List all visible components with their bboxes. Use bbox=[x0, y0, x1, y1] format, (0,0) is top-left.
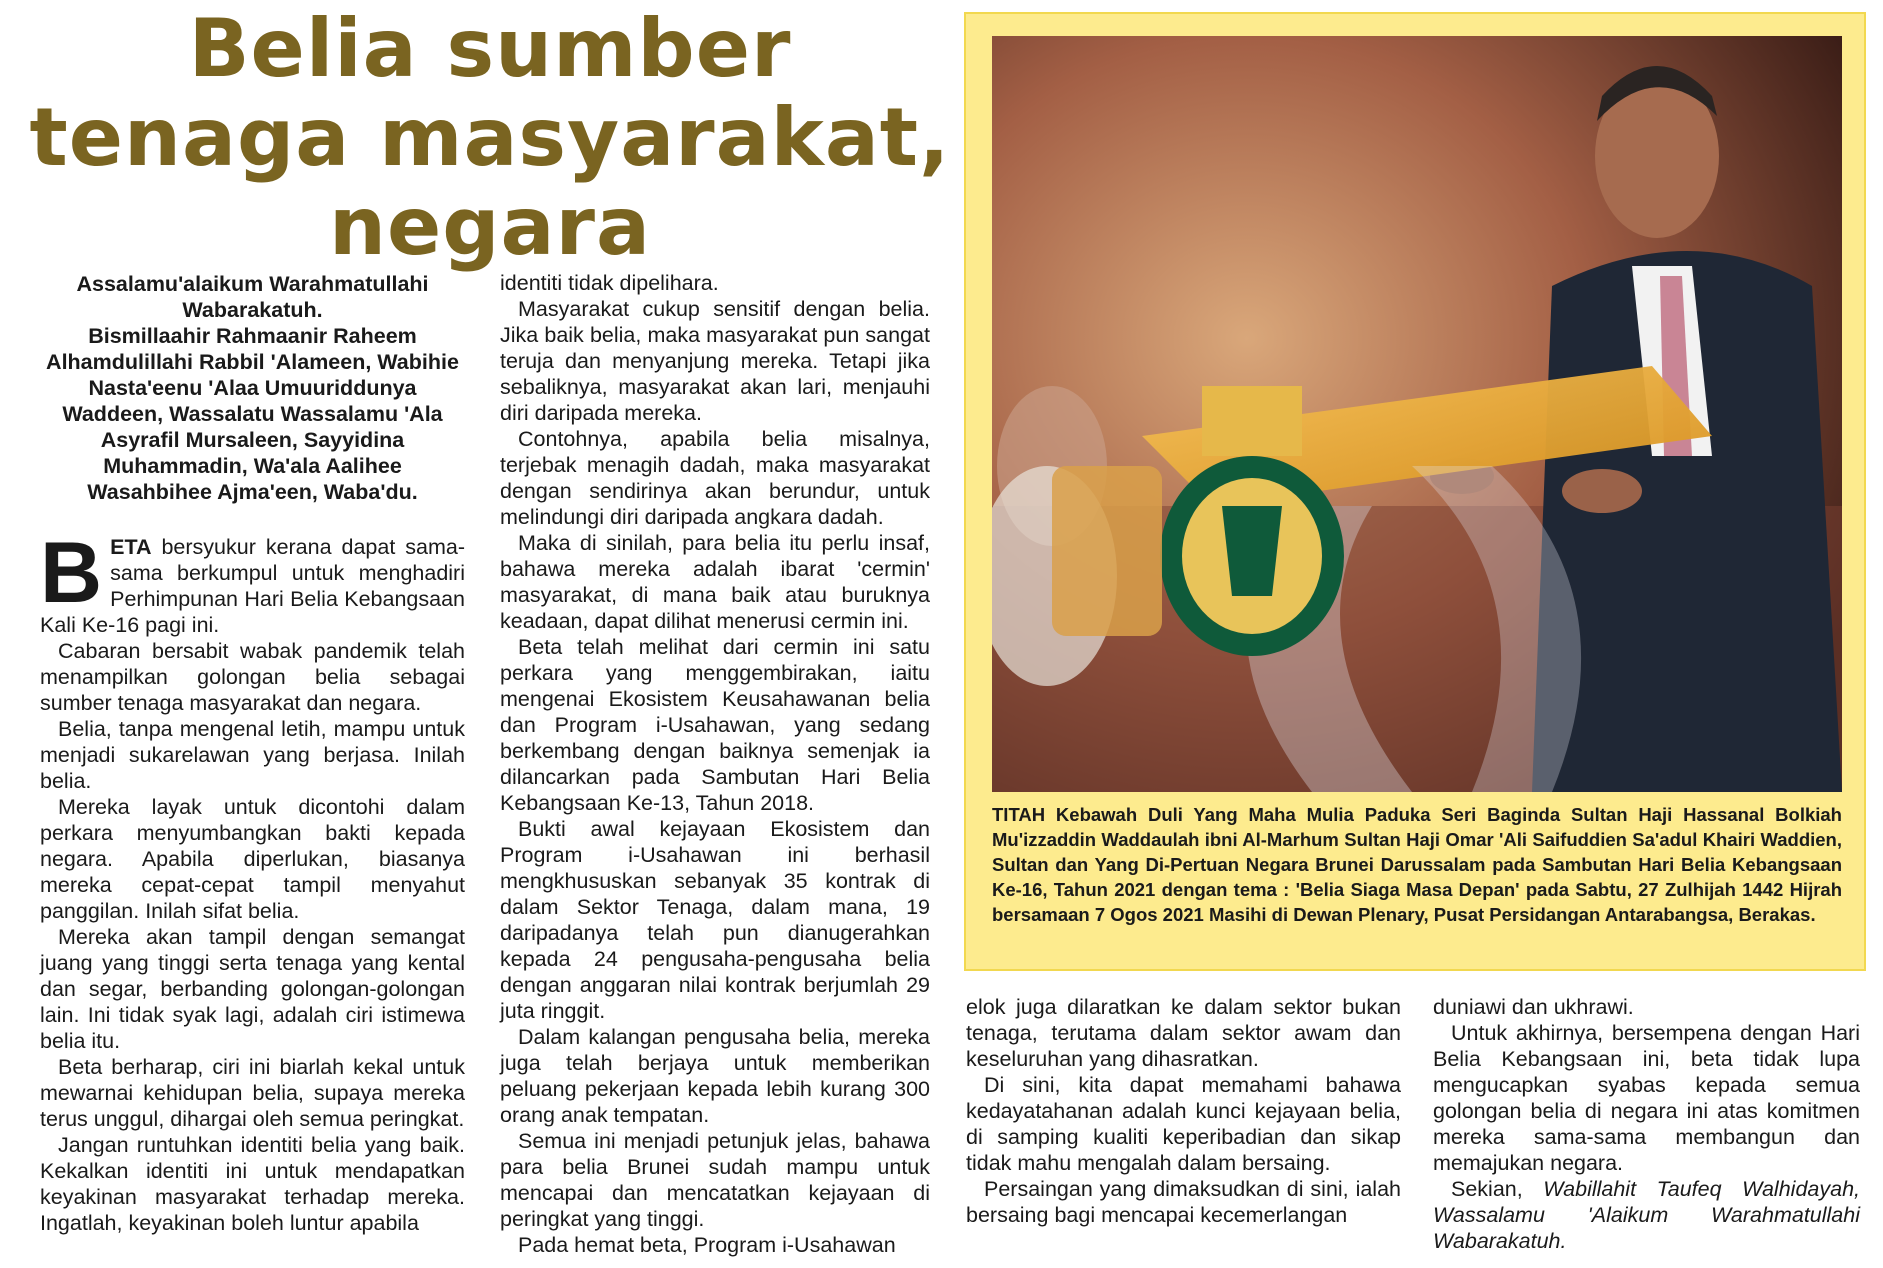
photo-caption: TITAH Kebawah Duli Yang Maha Mulia Paduka Seri Baginda Sultan Haji Hassanal Bolkiah Mu'izzaddin Waddaulah ibni Al-Marhum Sultan Haji Omar 'Ali Saifuddien Sa'adul Khairi Waddien, Sultan dan Yang Di-Pertuan Negara Brunei Darussalam pada Sambutan Hari Belia Kebangsaan Ke-16, Tahun 2021 dengan tema : 'Belia Siaga Masa Depan' pada Sabtu, 27 Zulhijah 1442 Hijrah bersamaan 7 Ogos 2021 Masihi di Dewan Plenary, Pusat Persidangan Antarabangsa, Berakas. bbox=[992, 804, 1842, 925]
article-column-1 bbox=[40, 525, 465, 1236]
article-column-2 bbox=[500, 270, 930, 1258]
paragraph: Persaingan yang dimaksudkan di sini, ialah bersaing bagi mencapai kecemerlangan bbox=[966, 1177, 1401, 1227]
headline-line-2: tenaga masyarakat, bbox=[29, 91, 951, 184]
closing-word: Sekian, bbox=[1451, 1177, 1523, 1201]
paragraph-continued: identiti tidak dipelihara. bbox=[500, 271, 719, 295]
headline bbox=[20, 4, 960, 271]
paragraph-continued: duniawi dan ukhrawi. bbox=[1433, 995, 1634, 1019]
greeting-line: Waddeen, Wassalatu Wassalamu 'Ala bbox=[62, 402, 443, 426]
paragraph: Beta berharap, ciri ini biarlah kekal untuk mewarnai kehidupan belia, supaya mereka terus unggul, dihargai oleh semua peringkat. bbox=[40, 1055, 465, 1131]
sultan-speech-photo bbox=[992, 36, 1842, 792]
paragraph: Maka di sinilah, para belia itu perlu insaf, bahawa mereka adalah ibarat 'cermin' masyarakat, di mana baik atau buruknya keadaan, dapat dilihat menerusi cermin ini. bbox=[500, 531, 930, 633]
paragraph: Pada hemat beta, Program i-Usahawan bbox=[518, 1233, 896, 1257]
drop-cap: B bbox=[40, 525, 103, 621]
paragraph: Untuk akhirnya, bersempena dengan Hari Belia Kebangsaan ini, beta tidak lupa mengucapkan syabas kepada semua golongan belia di negara ini atas komitmen mereka sama-sama membangun dan memajukan negara. bbox=[1433, 1021, 1860, 1175]
closing-salutation: Wabillahit Taufeq Walhidayah, Wassalamu 'Alaikum Warahmatullahi Wabarakatuh. bbox=[1433, 1177, 1860, 1253]
greeting-line: Wasahbihee Ajma'een, Waba'du. bbox=[87, 480, 418, 504]
greeting-line: Muhammadin, Wa'ala Aalihee bbox=[103, 454, 402, 478]
paragraph: Beta telah melihat dari cermin ini satu perkara yang menggembirakan, iaitu mengenai Ekosistem Keusahawanan belia dan Program i-Usahawan, yang sedang berkembang dengan baiknya semenjak ia dilancarkan pada Sambutan Hari Belia Kebangsaan Ke-13, Tahun 2018. bbox=[500, 635, 930, 815]
greeting-line: Alhamdulillahi Rabbil 'Alameen, Wabihie bbox=[46, 350, 459, 374]
paragraph: Di sini, kita dapat memahami bahawa kedayatahanan adalah kunci kejayaan belia, di samping kualiti keperibadian dan sikap tidak mahu mengalah dalam bersaing. bbox=[966, 1073, 1401, 1175]
headline-line-1: Belia sumber bbox=[188, 2, 792, 95]
paragraph: Mereka akan tampil dengan semangat juang yang tinggi serta tenaga yang kental dan segar, berbanding golongan-golongan lain. Ini tidak syak lagi, adalah ciri istimewa belia itu. bbox=[40, 925, 465, 1053]
greeting-line: Assalamu'alaikum Warahmatullahi bbox=[76, 272, 429, 296]
greeting-line: Bismillaahir Rahmaanir Raheem bbox=[88, 324, 417, 348]
paragraph-continued: elok juga dilaratkan ke dalam sektor bukan tenaga, terutama dalam sektor awam dan keseluruhan yang dihasratkan. bbox=[966, 995, 1401, 1071]
headline-line-3: negara bbox=[329, 180, 651, 273]
lead-bold-word: ETA bbox=[110, 535, 152, 559]
photo-caption-box bbox=[964, 12, 1866, 971]
paragraph: Cabaran bersabit wabak pandemik telah menampilkan golongan belia sebagai sumber tenaga masyarakat dan negara. bbox=[40, 639, 465, 715]
closing-paragraph bbox=[1433, 1176, 1860, 1254]
paragraph: Jangan runtuhkan identiti belia yang baik. Kekalkan identiti ini untuk mendapatkan keyakinan masyarakat terhadap mereka. Ingatlah, keyakinan boleh luntur apabila bbox=[40, 1133, 465, 1235]
paragraph: Bukti awal kejayaan Ekosistem dan Program i-Usahawan ini berhasil mengkhususkan sebanyak 35 kontrak di dalam Sektor Tenaga, dalam mana, 19 daripadanya telah pun dianugerahkan kepada 24 pengusaha-pengusaha belia dengan anggaran nilai kontrak berjumlah 29 juta ringgit. bbox=[500, 817, 930, 1023]
paragraph: Mereka layak untuk dicontohi dalam perkara menyumbangkan bakti kepada negara. Apabila diperlukan, biasanya mereka cepat-cepat tampil menyahut panggilan. Inilah sifat belia. bbox=[40, 795, 465, 923]
paragraph: Masyarakat cukup sensitif dengan belia. Jika baik belia, maka masyarakat pun sangat teruja dan menyanjung mereka. Tetapi jika sebaliknya, masyarakat akan lari, menjauhi diri daripada mereka. bbox=[500, 297, 930, 425]
greeting-line: Asyrafil Mursaleen, Sayyidina bbox=[100, 428, 405, 452]
greeting-block bbox=[40, 271, 465, 505]
lead-paragraph bbox=[40, 525, 465, 638]
photo-illustration bbox=[992, 36, 1842, 792]
paragraph: Semua ini menjadi petunjuk jelas, bahawa para belia Brunei sudah mampu untuk mencapai dan mencatatkan kejayaan di peringkat yang tinggi. bbox=[500, 1129, 930, 1231]
paragraph: Contohnya, apabila belia misalnya, terjebak menagih dadah, maka masyarakat dengan sendirinya akan berundur, untuk melindungi diri daripada angkara dadah. bbox=[500, 427, 930, 529]
paragraph: Belia, tanpa mengenal letih, mampu untuk menjadi sukarelawan yang berjasa. Inilah belia. bbox=[40, 717, 465, 793]
greeting-line: Nasta'eenu 'Alaa Umuuriddunya bbox=[88, 376, 417, 400]
article-column-3 bbox=[966, 994, 1401, 1228]
lead-text: bersyukur kerana dapat sama-sama berkumpul untuk menghadiri Perhimpunan Hari Belia Kebangsaan Kali Ke-16 pagi ini. bbox=[40, 535, 465, 637]
greeting-line: Wabarakatuh. bbox=[182, 298, 323, 322]
article-column-4 bbox=[1433, 994, 1860, 1254]
paragraph: Dalam kalangan pengusaha belia, mereka juga telah berjaya untuk memberikan peluang pekerjaan kepada lebih kurang 300 orang anak tempatan. bbox=[500, 1025, 930, 1127]
